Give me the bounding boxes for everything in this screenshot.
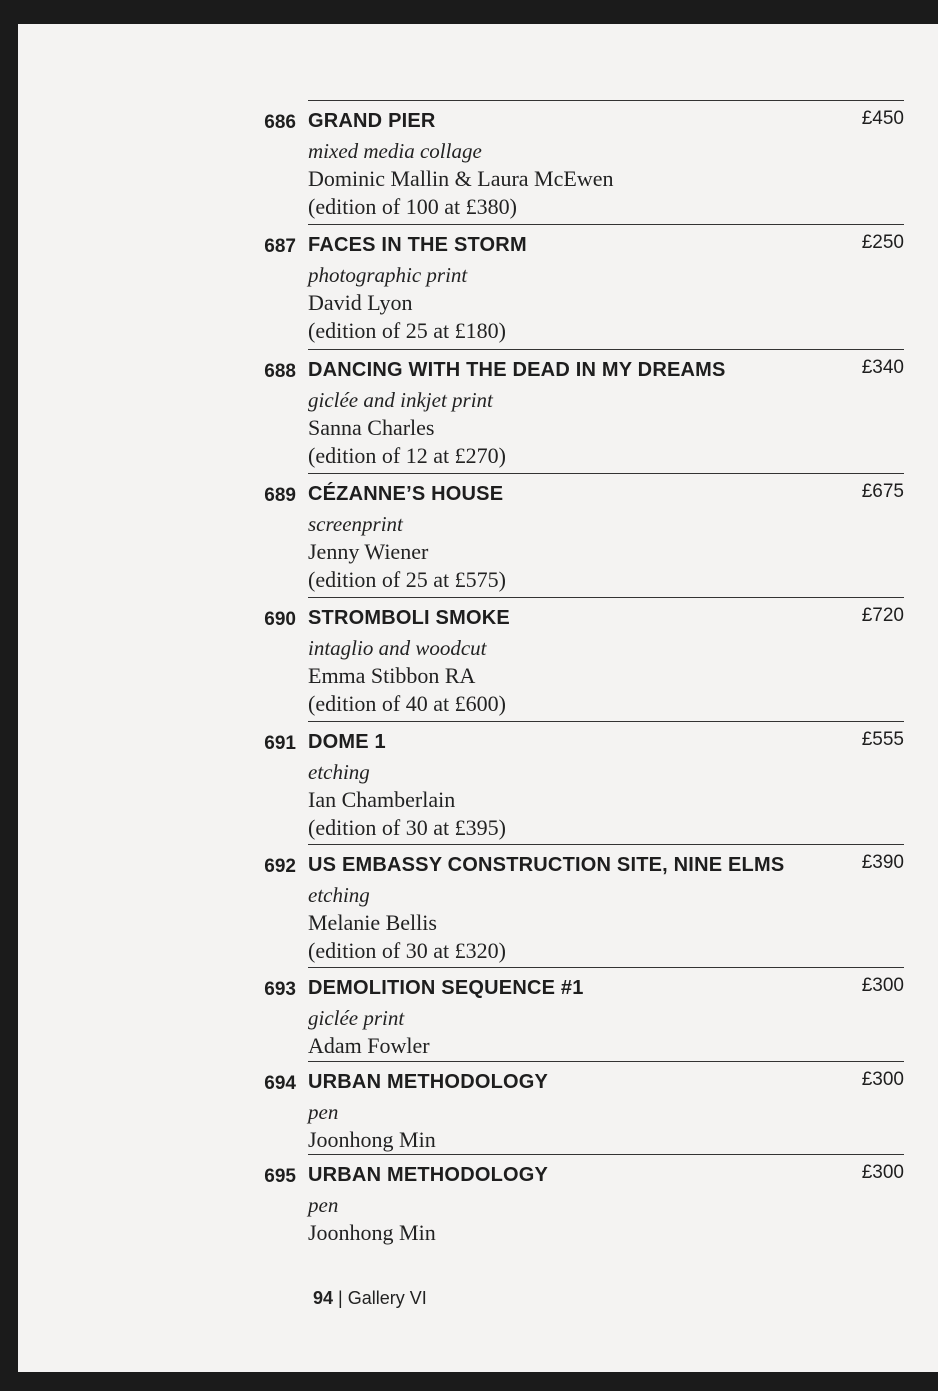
page-footer <box>313 1288 427 1309</box>
entry-divider <box>308 844 904 845</box>
entry-edition: (edition of 100 at £380) <box>308 194 517 219</box>
entry-title: STROMBOLI SMOKE <box>308 607 510 629</box>
entry-medium: mixed media collage <box>308 139 482 163</box>
entry-divider <box>308 224 904 225</box>
entry-artist: Joonhong Min <box>308 1127 436 1152</box>
entry-price: £300 <box>861 975 904 996</box>
entry-number: 686 <box>264 112 296 133</box>
entry-medium: screenprint <box>308 512 403 536</box>
entry-number: 689 <box>264 485 296 506</box>
entry-medium: etching <box>308 760 370 784</box>
entry-price: £675 <box>861 481 904 502</box>
entry-number: 688 <box>264 361 296 382</box>
entry-price: £390 <box>861 852 904 873</box>
catalogue-entry <box>258 224 904 348</box>
entry-title: URBAN METHODOLOGY <box>308 1071 549 1093</box>
entry-title: URBAN METHODOLOGY <box>308 1164 549 1186</box>
entry-divider <box>308 349 904 350</box>
catalogue-entry <box>258 1154 904 1278</box>
entry-artist: Dominic Mallin & Laura McEwen <box>308 166 614 191</box>
entry-price: £300 <box>861 1162 904 1183</box>
catalogue-page <box>18 24 938 1372</box>
entry-number: 692 <box>264 856 296 877</box>
section-name: Gallery VI <box>347 1288 427 1308</box>
entry-edition: (edition of 25 at £575) <box>308 567 506 592</box>
entry-title: GRAND PIER <box>308 110 436 132</box>
entry-number: 690 <box>264 609 296 630</box>
entry-artist: Melanie Bellis <box>308 910 437 935</box>
entry-medium: pen <box>308 1193 339 1217</box>
entry-title: CÉZANNE’S HOUSE <box>308 483 504 505</box>
footer-separator: | <box>338 1288 343 1308</box>
entry-price: £300 <box>861 1069 904 1090</box>
entry-artist: Joonhong Min <box>308 1220 436 1245</box>
entry-artist: Jenny Wiener <box>308 539 429 564</box>
entry-medium: giclée and inkjet print <box>308 388 493 412</box>
entry-price: £250 <box>861 232 904 253</box>
entry-title: DANCING WITH THE DEAD IN MY DREAMS <box>308 359 726 381</box>
entry-price: £340 <box>861 357 904 378</box>
entry-edition: (edition of 30 at £320) <box>308 938 506 963</box>
catalogue-entry <box>258 721 904 845</box>
entry-artist: Ian Chamberlain <box>308 787 456 812</box>
entry-number: 687 <box>264 236 296 257</box>
entry-divider <box>308 967 904 968</box>
entry-number: 693 <box>264 979 296 1000</box>
page-number: 94 <box>313 1288 334 1308</box>
entry-divider <box>308 1154 904 1155</box>
entry-price: £720 <box>861 605 904 626</box>
catalogue-entry <box>258 844 904 968</box>
entry-number: 695 <box>264 1166 296 1187</box>
entry-price: £555 <box>861 729 904 750</box>
entry-edition: (edition of 25 at £180) <box>308 318 506 343</box>
entry-artist: David Lyon <box>308 290 413 315</box>
entry-edition: (edition of 12 at £270) <box>308 443 506 468</box>
entry-title: US EMBASSY CONSTRUCTION SITE, NINE ELMS <box>308 854 785 876</box>
entry-artist: Adam Fowler <box>308 1033 430 1058</box>
entry-edition: (edition of 40 at £600) <box>308 691 506 716</box>
entry-medium: intaglio and woodcut <box>308 636 487 660</box>
entry-divider <box>308 100 904 101</box>
entry-title: DOME 1 <box>308 731 386 753</box>
entry-title: DEMOLITION SEQUENCE #1 <box>308 977 584 999</box>
entry-medium: giclée print <box>308 1006 405 1030</box>
entry-artist: Emma Stibbon RA <box>308 663 476 688</box>
entry-price: £450 <box>861 108 904 129</box>
entry-medium: pen <box>308 1100 339 1124</box>
entry-edition: (edition of 30 at £395) <box>308 815 506 840</box>
catalogue-entry <box>258 349 904 473</box>
catalogue-entry <box>258 597 904 721</box>
entry-number: 694 <box>264 1073 296 1094</box>
entry-divider <box>308 1061 904 1062</box>
catalogue-entry <box>258 473 904 597</box>
entry-medium: photographic print <box>308 263 468 287</box>
entry-divider <box>308 473 904 474</box>
catalogue-entry <box>258 100 904 224</box>
entry-divider <box>308 597 904 598</box>
entry-title: FACES IN THE STORM <box>308 234 527 256</box>
entry-number: 691 <box>264 733 296 754</box>
entry-artist: Sanna Charles <box>308 415 435 440</box>
entry-medium: etching <box>308 883 370 907</box>
entry-divider <box>308 721 904 722</box>
